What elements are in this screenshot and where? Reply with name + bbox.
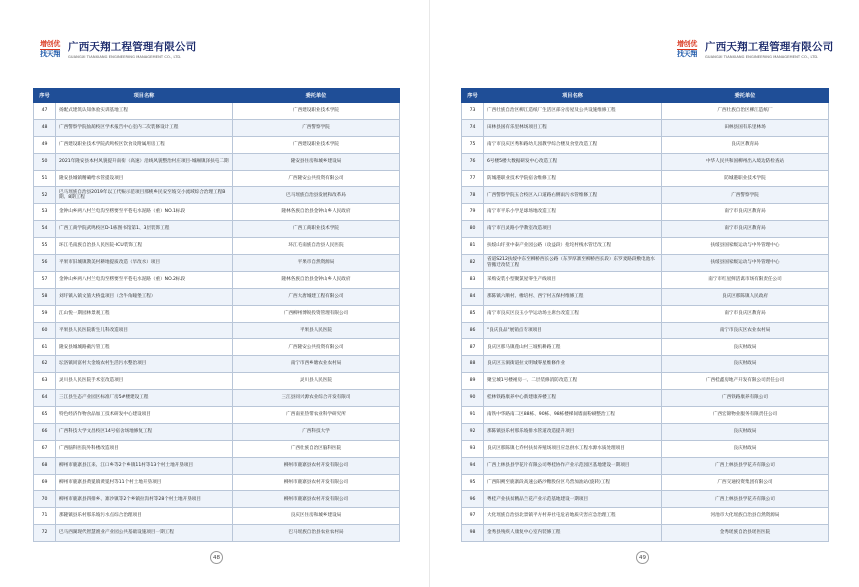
row-client: 良庆财政局 [662, 440, 829, 457]
row-client: 南宁市良庆区教育局 [662, 221, 829, 238]
table-row [34, 271, 400, 288]
right-page-header [673, 38, 833, 60]
table-row [462, 457, 829, 474]
logo-slogan-bottom: 找天翔 [676, 49, 698, 58]
table-row [462, 170, 829, 187]
table-row [462, 508, 829, 525]
table-row [34, 390, 400, 407]
row-project-name: 桂林铁路康养中心新建康养楼工程 [484, 390, 662, 407]
table-row [34, 322, 400, 339]
table-row [462, 407, 829, 424]
row-project-name: 南铁中华路南二区88栋、90栋、98栋楼梯间墙面粉刷整治工程 [484, 407, 662, 424]
row-project-name: 隆安县城镇精确给水管提设项目 [56, 170, 233, 187]
row-client: 隆安县住房和城乡建设局 [233, 153, 400, 170]
company-name-cn: 广西天翔工程管理有限公司 [705, 41, 834, 53]
table-row [34, 103, 400, 120]
row-project-name: 南宁市百灵路小学教室改造项目 [484, 221, 662, 238]
row-number: 97 [462, 508, 484, 525]
row-project-name: 平果县人民医院新生儿科改造项目 [56, 322, 233, 339]
row-project-name: 特色经济作物食品加工技术研发中心建设项目 [56, 407, 233, 424]
row-number: 53 [34, 204, 56, 221]
row-project-name: 粤桂产业扶贫精品兰花产业示范基地建设一期项目 [484, 491, 662, 508]
row-client: 广西隆安公共投资有限公司 [233, 339, 400, 356]
table-row [34, 238, 400, 255]
table-row [462, 288, 829, 305]
row-client: 金秀瑶族自治县瑶医医院 [662, 525, 829, 542]
row-client: 环江毛南族自治县人民医院 [233, 238, 400, 255]
table-row [34, 407, 400, 424]
row-number: 49 [34, 136, 56, 153]
table-row [462, 339, 829, 356]
row-number: 69 [34, 474, 56, 491]
table-row [462, 187, 829, 204]
row-project-name: 良庆区玉洞街道拉文明城零星维修作业 [484, 356, 662, 373]
table-row [462, 373, 829, 390]
row-project-name: 田林县国有乐里林场项目工程 [484, 119, 662, 136]
table-row [462, 423, 829, 440]
row-number: 66 [34, 423, 56, 440]
row-client: 广西科技大学 [233, 423, 400, 440]
row-client: 田林县国有乐里林场 [662, 119, 829, 136]
row-client: 广西壮族自治区柳江造纸厂 [662, 103, 829, 120]
row-project-name: 广西壮族自治区柳江造纸厂生活区部分房屋及公共设施维修工程 [484, 103, 662, 120]
row-client: 良庆财政局 [662, 339, 829, 356]
row-number: 98 [462, 525, 484, 542]
row-client: 南宁市良庆区农业农村局 [662, 322, 829, 339]
row-project-name: 巴马瑶族自治县2019年以工代赈示范项目那桃乡民安至坡交小流域综合治理工程B期、8期工程 [56, 187, 233, 204]
row-client: 良庆区住房和城乡建设局 [233, 508, 400, 525]
row-project-name: 灵川县人民医院手术室改造项目 [56, 373, 233, 390]
row-client: 隆林各族自治县金钟山乡人民政府 [233, 271, 400, 288]
row-number: 56 [34, 255, 56, 272]
row-project-name: 省道S212扶绥中东至柳桥西长公路（东罗厚寨至柳桥西长段）东罗麦路段敷电池水管搬迁改装工程 [484, 255, 662, 272]
row-client: 南宁市良庆区教育局 [662, 204, 829, 221]
row-client: 广西大唐城建工程有限公司 [233, 288, 400, 305]
table-row [34, 153, 400, 170]
row-client: 广西上林县县学花卉有限公司 [662, 457, 829, 474]
table-row [34, 356, 400, 373]
row-number: 71 [34, 508, 56, 525]
row-project-name: 广西建设职业技术学院武鸣校区饮食及附属用房工程 [56, 136, 233, 153]
row-number: 87 [462, 339, 484, 356]
row-project-name: 大化瑶族自治县北景镇平方村养社屯危岩地质灾害应急治理工程 [484, 508, 662, 525]
row-number: 89 [462, 373, 484, 390]
row-client: 广西壮族自治区脑科医院 [233, 440, 400, 457]
table-row [462, 356, 829, 373]
table-body-left [34, 103, 400, 542]
row-project-name: 南宁市良庆区良玉小学运动场主席台改造工程 [484, 305, 662, 322]
header-client: 委托单位 [233, 89, 400, 103]
row-number: 73 [462, 103, 484, 120]
row-client: 防城港职业技术学院 [662, 170, 829, 187]
right-page [430, 0, 859, 587]
row-project-name: 广西科技大学文昌校区14号宿舍场地修复工程 [56, 423, 233, 440]
row-project-name: 广西上林县县学花片有限公司粤桂协作产业示范园区基地建设一期项目 [484, 457, 662, 474]
row-number: 82 [462, 255, 484, 272]
row-client: 中华人民共和国柳州出入境边防检查站 [662, 153, 829, 170]
table-row [462, 119, 829, 136]
row-client: 广西建设职业技术学院 [233, 136, 400, 153]
row-number: 50 [34, 153, 56, 170]
row-client: 广西隆安公共投资有限公司 [233, 170, 400, 187]
table-row [462, 474, 829, 491]
row-number: 52 [34, 187, 56, 204]
table-row [462, 204, 829, 221]
table-row [462, 390, 829, 407]
row-project-name: 巴马西湖现代智慧渔业产业园公共基础设施项目一期工程 [56, 525, 233, 542]
row-number: 74 [462, 119, 484, 136]
row-project-name: 良庆区那陈镇七乔村扶贫养殖场项目应急供水工程水源水质处理项目 [484, 440, 662, 457]
project-table-right [461, 88, 829, 542]
table-row [34, 204, 400, 221]
header-project: 项目名称 [484, 89, 662, 103]
table-row [462, 271, 829, 288]
row-client: 柳州市鹿寨县农村开发有限公司 [233, 474, 400, 491]
company-name [68, 39, 196, 59]
company-name [705, 39, 833, 59]
company-name-en: GUANGXI TIANXIANG ENGINEERING MANAGEMENT CO., LTD. [68, 55, 182, 59]
logo-slogan-top: 增创优 [676, 39, 698, 48]
row-number: 86 [462, 322, 484, 339]
table-row [34, 221, 400, 238]
table-row [462, 136, 829, 153]
row-client: 广西建设职业技术学院 [233, 103, 400, 120]
row-project-name: 江山悦一期园林景观工程 [56, 305, 233, 322]
row-client: 平果市自然资源局 [233, 255, 400, 272]
row-project-name: 聚宝城1号楼裙房一、二层装修消防改造工程 [484, 373, 662, 390]
row-number: 93 [462, 440, 484, 457]
row-number: 78 [462, 187, 484, 204]
row-number: 84 [462, 288, 484, 305]
row-number: 91 [462, 407, 484, 424]
row-number: 77 [462, 170, 484, 187]
table-row [34, 288, 400, 305]
row-project-name: 防城港职业技术学院宿舍维修工程 [484, 170, 662, 187]
row-number: 67 [34, 440, 56, 457]
row-number: 48 [34, 119, 56, 136]
row-number: 60 [34, 322, 56, 339]
row-number: 47 [34, 103, 56, 120]
row-client: 巴马瑶族自治县发展和改革局 [233, 187, 400, 204]
row-project-name: 柳州市鹿寨县四排乡、寨沙镇等2个乡镇拉沟村等28个村土地开垦项目 [56, 491, 233, 508]
row-project-name: 柳州市鹿寨县黄冕镇黄冕村等11个村土地开垦项目 [56, 474, 233, 491]
row-client: 广西柳州博锐投资管理有限公司 [233, 305, 400, 322]
row-number: 92 [462, 423, 484, 440]
row-client: 广西铁路康养有限公司 [662, 390, 829, 407]
table-row [34, 373, 400, 390]
row-project-name: 广西阳朔至鹿寨段高速公路沙糖股份区乌营加油站(旋转)工程 [484, 474, 662, 491]
row-number: 96 [462, 491, 484, 508]
table-row [34, 119, 400, 136]
row-project-name: 刘圩镇入镇文旅大桥盘项目（含牛角瞳堡工程） [56, 288, 233, 305]
row-client: 巴马瑶族自治县农业农村局 [233, 525, 400, 542]
table-row [34, 491, 400, 508]
row-project-name: 扬配式建筑认知体验实训基地工程 [56, 103, 233, 120]
header-no: 序号 [34, 89, 56, 103]
company-name-cn: 广西天翔工程管理有限公司 [68, 41, 197, 53]
row-client: 三江县同兴源农业综合开发有限司 [233, 390, 400, 407]
row-client: 南宁市西乡塘农业农村局 [233, 356, 400, 373]
table-row [34, 457, 400, 474]
row-number: 81 [462, 238, 484, 255]
row-number: 65 [34, 407, 56, 424]
row-project-name: 6号楼5楼大数据研发中心改造工程 [484, 153, 662, 170]
row-client: 良庆区那陈镇人民政府 [662, 288, 829, 305]
table-row [34, 508, 400, 525]
row-project-name: 扶绥山圩亚中泰产业园公路（攻益段）抢坨村栈水管迁改工程 [484, 238, 662, 255]
row-project-name: 广西警察学院仙葫校区学术报告中心室内二次装修设计工程 [56, 119, 233, 136]
row-client: 广西宏锦物业服务有限责任公司 [662, 407, 829, 424]
row-project-name: 南宁市平乐小学足球场地改造工程 [484, 204, 662, 221]
row-project-name: 金钟山乡两八村兰电沟至楞要至平巷屯水泥路（重）NO.2标段 [56, 271, 233, 288]
company-logo [36, 38, 64, 60]
row-client: 扶绥县国家级运动与中外管理中心 [662, 255, 829, 272]
row-number: 58 [34, 288, 56, 305]
row-number: 63 [34, 373, 56, 390]
table-row [34, 339, 400, 356]
row-project-name: 隆安县城城路截污管工程 [56, 339, 233, 356]
row-project-name: 坛洛镇同富村大金坡农村生活污水整治项目 [56, 356, 233, 373]
row-client: 柳州市鹿寨县农村开发有限公司 [233, 491, 400, 508]
table-row [462, 525, 829, 542]
table-row [462, 255, 829, 272]
row-number: 70 [34, 491, 56, 508]
row-number: 62 [34, 356, 56, 373]
row-project-name: 平果市旧城镇教美村耕地提质改造（旱改水）项目 [56, 255, 233, 272]
row-project-name: 金钟山乡两八村兰电沟至楞要至平巷屯水泥路（重）NO.1标段 [56, 204, 233, 221]
row-client: 平果县人民医院 [233, 322, 400, 339]
logo-slogan-bottom: 找天翔 [39, 49, 61, 58]
row-number: 83 [462, 271, 484, 288]
company-name-en: GUANGXI TIANXIANG ENGINEERING MANAGEMENT CO., LTD. [705, 55, 819, 59]
row-client: 广西警察学院 [233, 119, 400, 136]
row-number: 85 [462, 305, 484, 322]
row-client: 南宁市红星鲜活禽市场有限责任公司 [662, 271, 829, 288]
table-row [34, 136, 400, 153]
row-client: 广西上林县县学花卉有限公司 [662, 491, 829, 508]
logo-slogan-top: 增创优 [39, 39, 61, 48]
row-number: 94 [462, 457, 484, 474]
table-row [34, 440, 400, 457]
project-table-left [33, 88, 400, 542]
table-body-right [462, 103, 829, 542]
table-row [462, 322, 829, 339]
row-project-name: 采购安装小型聚氯屋零生产线项目 [484, 271, 662, 288]
table-header-row [462, 89, 829, 103]
header-no: 序号 [462, 89, 484, 103]
row-client: 河池市大化瑶族自治县自然资源局 [662, 508, 829, 525]
left-page-header [36, 38, 196, 60]
table-row [462, 440, 829, 457]
row-project-name: 良庆区那马镇莲山村三坡机耕路工程 [484, 339, 662, 356]
table-row [34, 255, 400, 272]
table-row [34, 305, 400, 322]
row-client: 广西桂鑫房地产开发有限公司责任公司 [662, 373, 829, 390]
table-row [462, 153, 829, 170]
row-client: 广西南亚热带农业科学研究所 [233, 407, 400, 424]
row-number: 64 [34, 390, 56, 407]
table-header-row [34, 89, 400, 103]
row-client: 灵川县人民医院 [233, 373, 400, 390]
table-row [34, 423, 400, 440]
table-row [462, 491, 829, 508]
row-project-name: 那陈镇六顺村、橡培村、西宁村五保村维修工程 [484, 288, 662, 305]
row-project-name: 广西工商学院武鸣校区D-1栋图书馆第1、3层装饰工程 [56, 221, 233, 238]
row-client: 良庆财政局 [662, 356, 829, 373]
table-row [34, 187, 400, 204]
row-project-name: 环江毛南族自治县人民医院-ICU装饰工程 [56, 238, 233, 255]
row-number: 88 [462, 356, 484, 373]
row-project-name: 柳州市鹿寨县江来、江口乡等2个乡镇11村等13个村土地开垦项目 [56, 457, 233, 474]
header-project: 项目名称 [56, 89, 233, 103]
row-project-name: 广西警察学院五合校区入口道路右侧雨污水管维修工程 [484, 187, 662, 204]
table-row [34, 525, 400, 542]
row-number: 95 [462, 474, 484, 491]
row-number: 55 [34, 238, 56, 255]
left-page [0, 0, 429, 587]
row-number: 61 [34, 339, 56, 356]
row-project-name: 金秀县残疾人康复中心室内装修工程 [484, 525, 662, 542]
row-project-name: 南宁市良庆区秀和路幼儿园教学综合楼及食堂改造工程 [484, 136, 662, 153]
row-client: 良庆财政局 [662, 423, 829, 440]
row-project-name: 广西脑科医院外科楼改造项目 [56, 440, 233, 457]
row-number: 79 [462, 204, 484, 221]
table-row [34, 170, 400, 187]
page-number-left: 48 [210, 551, 223, 564]
row-project-name: "良庆良品"展销点专项项目 [484, 322, 662, 339]
table-row [462, 238, 829, 255]
table-row [462, 221, 829, 238]
row-number: 75 [462, 136, 484, 153]
row-number: 90 [462, 390, 484, 407]
row-client: 良庆区教育局 [662, 136, 829, 153]
row-number: 80 [462, 221, 484, 238]
row-client: 广西警察学院 [662, 187, 829, 204]
row-client: 广西工商职业技术学院 [233, 221, 400, 238]
header-client: 委托单位 [662, 89, 829, 103]
company-logo [673, 38, 701, 60]
page-number-right: 49 [636, 551, 649, 564]
row-project-name: 那隆镇县乐村那乐坡污水点综合治理项目 [56, 508, 233, 525]
row-project-name: 那陈镇县乐村那乐坡排水管道改造提升项目 [484, 423, 662, 440]
row-number: 59 [34, 305, 56, 322]
row-number: 68 [34, 457, 56, 474]
row-client: 广西交通投资集团有限公司 [662, 474, 829, 491]
row-client: 柳州市鹿寨县农村开发有限公司 [233, 457, 400, 474]
table-row [462, 103, 829, 120]
row-number: 54 [34, 221, 56, 238]
row-project-name: 2021年隆安县本村风貌提升南衔（高速）沿线风貌整治村庄项目-城厢镇泽扶屯二期 [56, 153, 233, 170]
row-number: 51 [34, 170, 56, 187]
table-row [34, 474, 400, 491]
row-client: 隆林各族自治县金钟山乡人民政府 [233, 204, 400, 221]
table-row [462, 305, 829, 322]
row-number: 72 [34, 525, 56, 542]
row-number: 76 [462, 153, 484, 170]
row-client: 南宁市良庆区教育局 [662, 305, 829, 322]
row-client: 扶绥县国家级运动与中外管理中心 [662, 238, 829, 255]
row-number: 57 [34, 271, 56, 288]
row-project-name: 三江县生态产业园区标准厂房5#楼建设工程 [56, 390, 233, 407]
